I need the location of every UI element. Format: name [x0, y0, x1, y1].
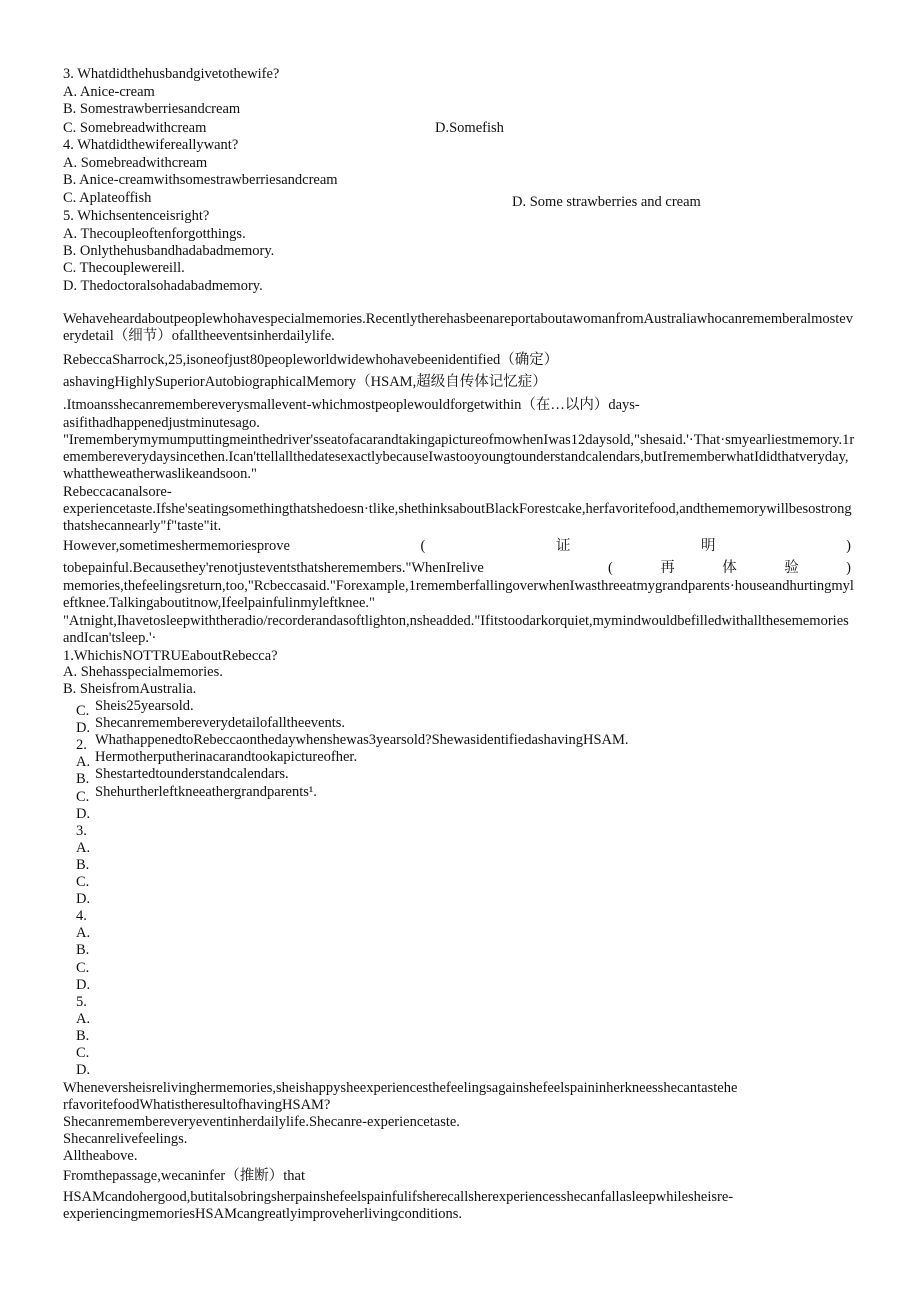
question-4: 4. Whatdidthewifereallywant? [63, 137, 239, 153]
relive-gloss [608, 560, 851, 577]
paren-close: ) [846, 538, 851, 554]
option-4c: C. Aplateoffish [63, 190, 152, 206]
option-4b: B. Anice-creamwithsomestrawberriesandcream [63, 172, 338, 188]
paren-close-2: ) [846, 560, 851, 576]
option-3d: D.Somefish [435, 120, 504, 136]
option-text: Shehurtherleftkneeathergrandparents¹. [95, 783, 317, 800]
option-label: C. [76, 874, 90, 890]
passage-line-5: asifithadhappenedjustminutesago. [63, 415, 260, 431]
passage-line-prove [63, 538, 851, 555]
option-label: A. [76, 839, 91, 856]
paren-open-2: ( [608, 560, 613, 576]
passage-night: "Atnight,Ihavetosleepwiththeradio/recorderandasoftlighton,nsheadded."Ifitstoodarkorquiet,mymindwouldbefilledwithallthesememoriesandIcan'tsleep.'· [63, 613, 849, 646]
passage-quote-1: "Irememberymymumputtingmeinthedriver'sseatofacarandtakingapictureofmowhenIwas12daysold,"shesaid.'·That·smyearliestmemory.1remembereverydaysincethen.Ican'ttellallthedatesexactlybecauseIwastooyoungtounderstandcalendars,butIrememberwhatIdidthatveryday,whattheweatherwaslikeandsoon." [63, 432, 855, 482]
option-label: 4. [76, 908, 87, 925]
question-3: 3. Whatdidthehusbandgivetothewife? [63, 66, 280, 82]
option-5b: B. Onlythehusbandhadabadmemory. [63, 243, 275, 259]
option-text: Shecanremembereverydetailofalltheevents. [95, 715, 346, 732]
passage-memories: memories,thefeelingsreturn,too,"Rcbeccasaid."Forexample,1rememberfallingoverwhenIwasthreeatmygrandparents·houseandhurtingmyleftknee.Talkingaboutitnow,Ifeelpainfulinmyleftknee." [63, 578, 854, 611]
option-1b: B. SheisfromAustralia. [63, 681, 197, 697]
option-text: Shestartedtounderstandcalendars. [95, 766, 289, 783]
char-zheng: 证 [555, 538, 571, 554]
option-label: 5. [76, 993, 87, 1010]
option-label: D. [76, 1062, 91, 1079]
question-5: 5. Whichsentenceisright? [63, 208, 210, 224]
paren-open: ( [420, 538, 426, 554]
char-zai: 再 [660, 560, 675, 576]
option-label: 3. [76, 822, 87, 839]
tail-line-5: Alltheabove. [63, 1148, 138, 1164]
char-ti: 体 [722, 560, 737, 576]
option-label: D. [76, 976, 91, 993]
option-label: C. [76, 788, 90, 805]
option-text: WhathappenedtoRebeccaonthedaywhenshewas3yearsold?ShewasidentifiedashavingHSAM. [95, 732, 629, 749]
option-1a: A. Shehasspecialmemories. [63, 664, 223, 680]
option-label: D. [76, 891, 91, 908]
option-4d: D. Some strawberries and cream [512, 194, 701, 210]
option-label: A. [76, 1010, 91, 1027]
tail-line-6: Fromthepassage,wecaninfer（推断）that [63, 1168, 305, 1184]
passage-line-4: .Itmoansshecanremembereverysmallevent-whichmostpeoplewouldforgetwithin（在…以内）days- [63, 397, 640, 413]
char-ming: 明 [701, 538, 716, 554]
char-yan: 验 [784, 560, 799, 576]
option-label: A. [76, 754, 91, 771]
tail-line-7: HSAMcandohergood,butitalsobringsherpainshefeelspainfulifsherecallsherexperiencesshecanfallasleepwhilesheisre- [63, 1189, 734, 1205]
passage-line-3: ashavingHighlySuperiorAutobiographicalMemory（HSAM,超级自传体记忆症） [63, 374, 547, 390]
tail-line-3: Shecanremembereveryeventinherdailylife.Shecanre-experiencetaste. [63, 1114, 460, 1130]
tail-line-4: Shecanrelivefeelings. [63, 1131, 188, 1147]
tail-line-1: Wheneversheisrelivinghermemories,sheishappysheexperiencesthefeelingsagainshefeelspaininherkneesshecantastehe [63, 1080, 738, 1096]
passage-paragraph-1: Wehaveheardaboutpeoplewhohavespecialmemories.RecentlytherehasbeenareportaboutawomanfromAustraliawhocanrememberalmosteverydetail（细节）ofalltheeventsinherdailylife. [63, 311, 853, 344]
tail-line-2: rfavoritefoodWhatistheresultofhavingHSAM? [63, 1097, 331, 1113]
question-1: 1.WhichisNOTTRUEaboutRebecca? [63, 648, 278, 664]
prove-text: However,sometimeshermemoriesprove [63, 538, 290, 554]
option-text: Sheis25yearsold. [95, 698, 194, 714]
passage-line-2: RebeccaSharrock,25,isoneofjust80peopleworldwidewhohavebeenidentified（确定） [63, 352, 559, 368]
option-3a: A. Anice-cream [63, 84, 155, 100]
option-label: B. [76, 856, 90, 873]
passage-line-relive: tobepainful.Becausethey'renotjusteventsthatsheremembers."WhenIrelive [63, 560, 484, 576]
option-3b: B. Somestrawberriesandcream [63, 101, 241, 117]
option-4a: A. Somebreadwithcream [63, 155, 208, 171]
option-5a: A. Thecoupleoftenforgotthings. [63, 226, 246, 242]
option-5d: D. Thedoctoralsohadabadmemory. [63, 278, 263, 294]
option-label: B. [76, 942, 90, 959]
option-5c: C. Thecouplewereill. [63, 260, 185, 276]
option-label: B. [76, 771, 90, 788]
option-label: C. [76, 1045, 90, 1061]
option-label: C. [76, 703, 90, 719]
option-3c: C. Somebreadwithcream [63, 120, 207, 136]
option-label: B. [76, 1027, 90, 1044]
tail-line-8: experiencingmemoriesHSAMcangreatlyimproveherlivingconditions. [63, 1206, 463, 1222]
passage-paragraph-taste: experiencetaste.Ifshe'seatingsomethingthatshedoesn·tlike,shethinksaboutBlackForestcake,herfavoritefood,andthememorywillbesostrongthatshecannearly"f"taste"it. [63, 501, 852, 534]
passage-line-7: Rebeccacanalsore- [63, 484, 172, 500]
option-label: D. [76, 805, 91, 822]
option-label: D. [76, 720, 91, 737]
option-text: Hermotherputherinacarandtookapictureofher. [95, 749, 358, 766]
option-label: A. [76, 925, 91, 942]
option-label: 2. [76, 737, 87, 754]
option-label: C. [76, 959, 90, 976]
